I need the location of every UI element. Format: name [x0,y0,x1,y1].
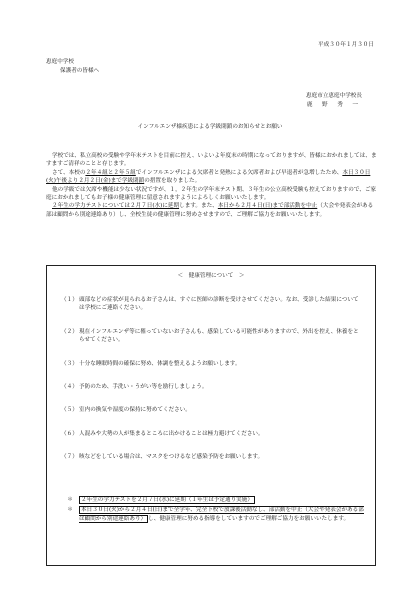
sender-org: 恵庭市立恵庭中学校長 [306,93,362,99]
item-number: （３） [61,360,78,367]
health-items-list [61,296,361,477]
p2-classes: ２年４組と２年５組 [85,169,136,176]
item-text: 人混みや大勢の人が集まるところに出かけることは極力避けてください。 [79,430,264,437]
p2-text-a: さて、本校の [52,169,86,176]
note-asterisk: ＊ [67,497,73,503]
p4-test-postpone: ２年生の学力テストについては２月７日(水)に延期 [52,203,180,210]
addressee-school: 恵庭中学校 [46,59,74,65]
list-item [61,296,361,313]
note-text [79,496,367,504]
note-item [61,496,367,504]
p4-text-d: （大会や発表会がある部は顧問から別途連絡あり）し、全校生徒の健康管理に努めさせますので、ご理解ご協力をお願いいたします。 [46,203,374,218]
item-text: 室内の換気や湿度の保持に努めてください。 [79,407,191,414]
item-text: 現在インフルエンザ等に罹っていないお子さんも、感染している可能性がありますので、外出を控え、休養をとらせてください。 [79,328,359,344]
sender-name: 鹿 野 秀 一 [306,102,360,108]
note-boxed-text: 本日３０日(火)から２月４日(日)まで全学年、完全下校で放課後活動なし、部活動を中止（大会や発表会がある部は顧問から別途連絡あり） [79,507,364,522]
item-number: （４） [61,383,78,390]
notice-title: インフルエンザ様疾患による学級閉鎖のお知らせとお願い [137,124,283,130]
body-paragraph-1: 学校では、私立高校の受験や学年末テストを目前に控え、いよいよ年度末の時期になっておりますが、皆様におかれましては、ますますご清祥のことと存じます。 [46,153,377,168]
body-paragraph-3: 他の学級では欠席や機能は少ない状況ですが、１，２年生の学年末テスト期、３年生の公立高校受験も控えておりますので、ご家庭におかれましてもお子様の健康管理に留意されますようによろしくお願いいたします。 [46,186,377,201]
item-text: 頭部などの症状が見られるお子さんは、すぐに医師の診断を受けさせてください。なお、受診した結果については学校にご連絡ください。 [79,297,359,312]
list-item [61,328,361,345]
list-item [61,453,361,461]
item-text: 予防のため、手洗い・うがい等を励行しましょう。 [79,383,208,390]
item-number: （２） [61,328,78,335]
list-item [61,430,361,438]
body-paragraph-4 [46,202,378,219]
item-text: 十分な睡眠時間の確保に努め、体調を整えるようお願いします。 [79,360,241,367]
p4-club-suspension: 本日から２月４日(日)まで部活動を中止 [217,203,318,210]
item-text: 咳などをしている場合は、マスクをつけるなど感染予防をお願いします。 [79,454,264,461]
p4-text-b: します。また、 [179,203,218,210]
box-title: ＜ 健康管理について ＞ [177,273,245,279]
addressee-recipients: 保護者の皆様へ [60,68,100,74]
item-number: （５） [61,407,78,414]
p2-text-c: でインフルエンザによる欠席者と発熱による欠席者および早退者が急増したため、 [135,169,343,176]
item-number: （１） [61,297,78,303]
list-item [61,406,361,414]
note-boxed-text: ２年生の学力テストを２月７日(水)に延期（１年生は予定通り実施） [81,497,253,503]
note-item [61,506,367,523]
item-number: （７） [61,454,78,461]
p2-text-e: の措置を取りました。 [144,178,201,185]
notes-list [61,496,367,525]
list-item [61,360,361,368]
p2-closure-period: 本日３０日(火)午後より２月２日(金)まで学級閉鎖 [46,169,371,185]
notice-body [46,152,378,219]
list-item [61,383,361,391]
body-paragraph-2 [46,169,378,186]
note-text [79,506,367,523]
note-asterisk: ＊ [67,507,73,514]
issue-date: 平成３０年１月３０日 [318,42,374,48]
note-rest-text: し、健康管理に努める指導をしていますのでご理解ご協力をお願いいたします。 [148,515,350,522]
health-management-box [46,265,376,566]
item-number: （６） [61,430,78,437]
